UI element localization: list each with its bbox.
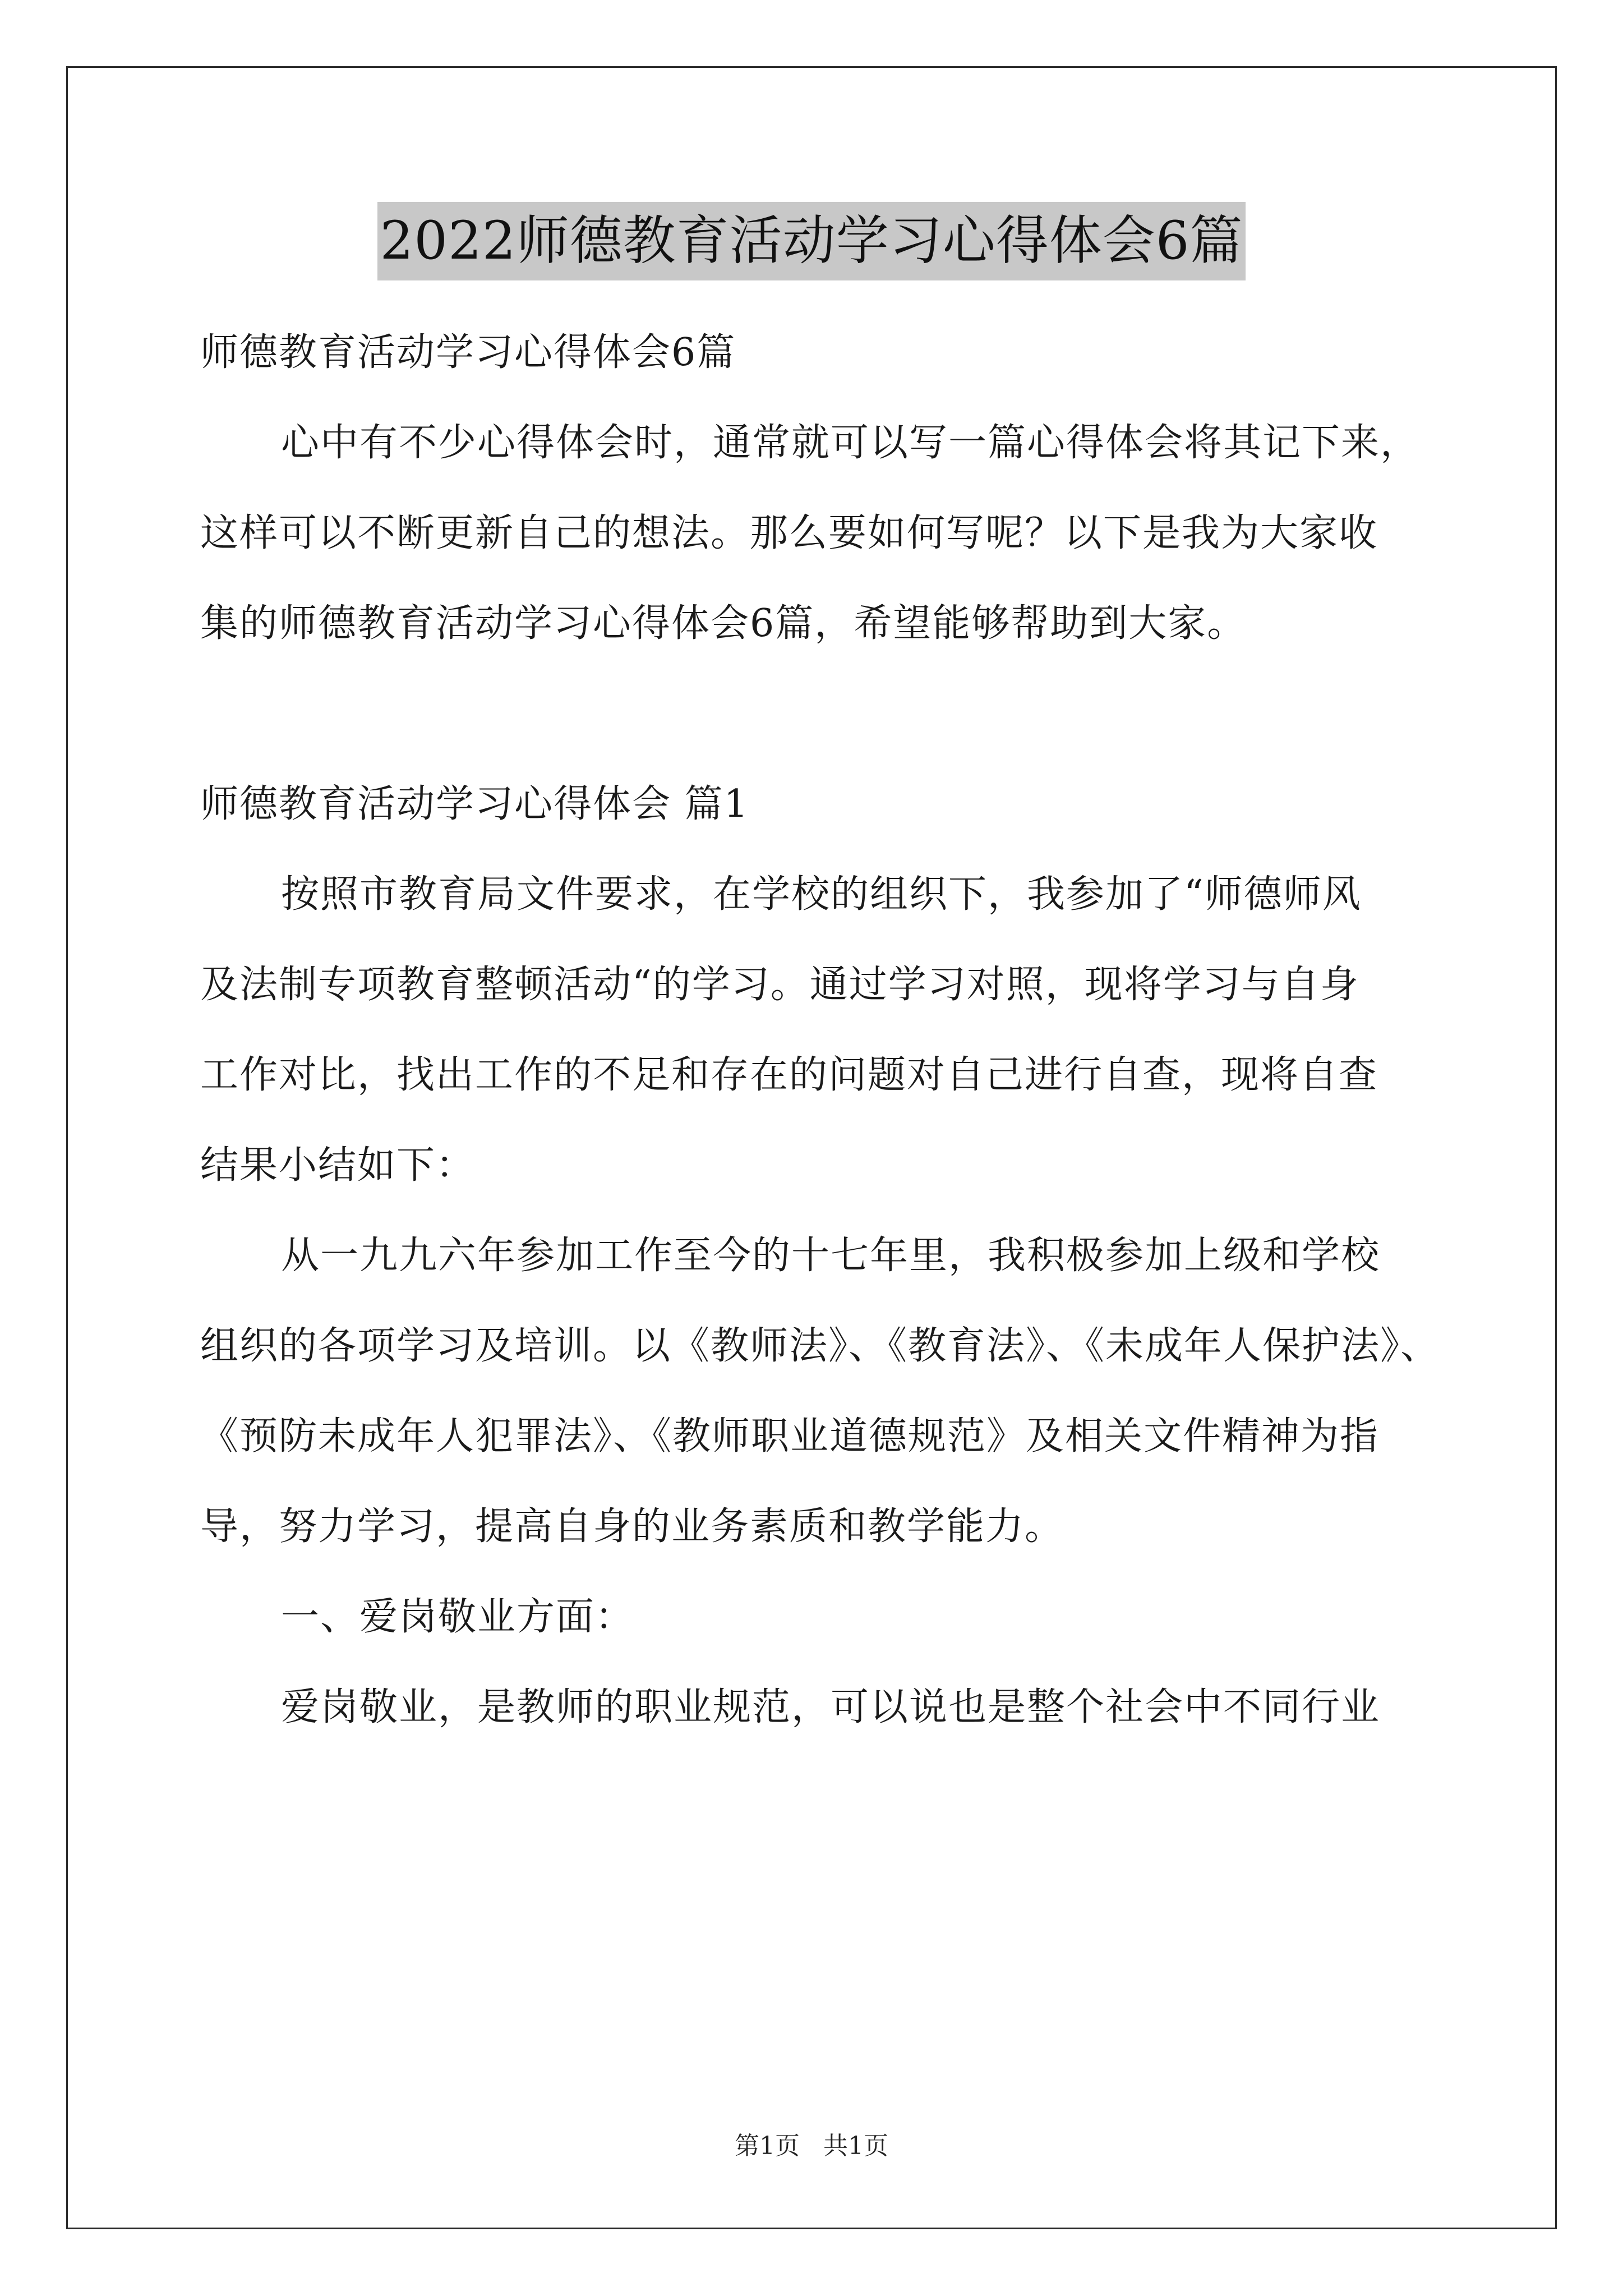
title-block [0, 202, 1623, 280]
intro-line: 集的师德教育活动学习心得体会6篇，希望能够帮助到大家。 [200, 601, 1247, 646]
section-heading: 师德教育活动学习心得体会 篇1 [200, 782, 749, 826]
paragraph-line: 《预防未成年人犯罪法》、《教师职业道德规范》及相关文件精神为指 [200, 1414, 1380, 1458]
paragraph-line: 工作对比，找出工作的不足和存在的问题对自己进行自查，现将自查 [200, 1053, 1378, 1097]
blank-line [200, 669, 1473, 759]
paragraph-line: 组织的各项学习及培训。以《教师法》、《教育法》、《未成年人保护法》、 [200, 1324, 1440, 1368]
document-subtitle: 师德教育活动学习心得体会6篇 [200, 330, 736, 375]
paragraph-line: 按照市教育局文件要求，在学校的组织下，我参加了“师德师风 [281, 872, 1362, 917]
paragraph-line: 爱岗敬业，是教师的职业规范，可以说也是整个社会中不同行业 [281, 1685, 1381, 1729]
document-title: 2022师德教育活动学习心得体会6篇 [377, 202, 1245, 280]
document-body [200, 307, 1473, 1752]
intro-line: 这样可以不断更新自己的想法。那么要如何写呢？以下是我为大家收 [200, 511, 1378, 555]
paragraph-line: 从一九九六年参加工作至今的十七年里，我积极参加上级和学校 [281, 1234, 1381, 1278]
paragraph-line: 导，努力学习，提高自身的业务素质和教学能力。 [200, 1504, 1064, 1549]
paragraph-line: 结果小结如下： [200, 1143, 476, 1188]
page-footer [0, 2129, 1623, 2163]
page-number: 第1页 [735, 2132, 800, 2160]
intro-line: 心中有不少心得体会时，通常就可以写一篇心得体会将其记下来， [281, 421, 1420, 465]
paragraph-line: 及法制专项教育整顿活动“的学习。通过学习对照，现将学习与自身 [200, 963, 1359, 1007]
page-total: 共1页 [823, 2132, 888, 2160]
subheading: 一、爱岗敬业方面： [281, 1595, 635, 1639]
